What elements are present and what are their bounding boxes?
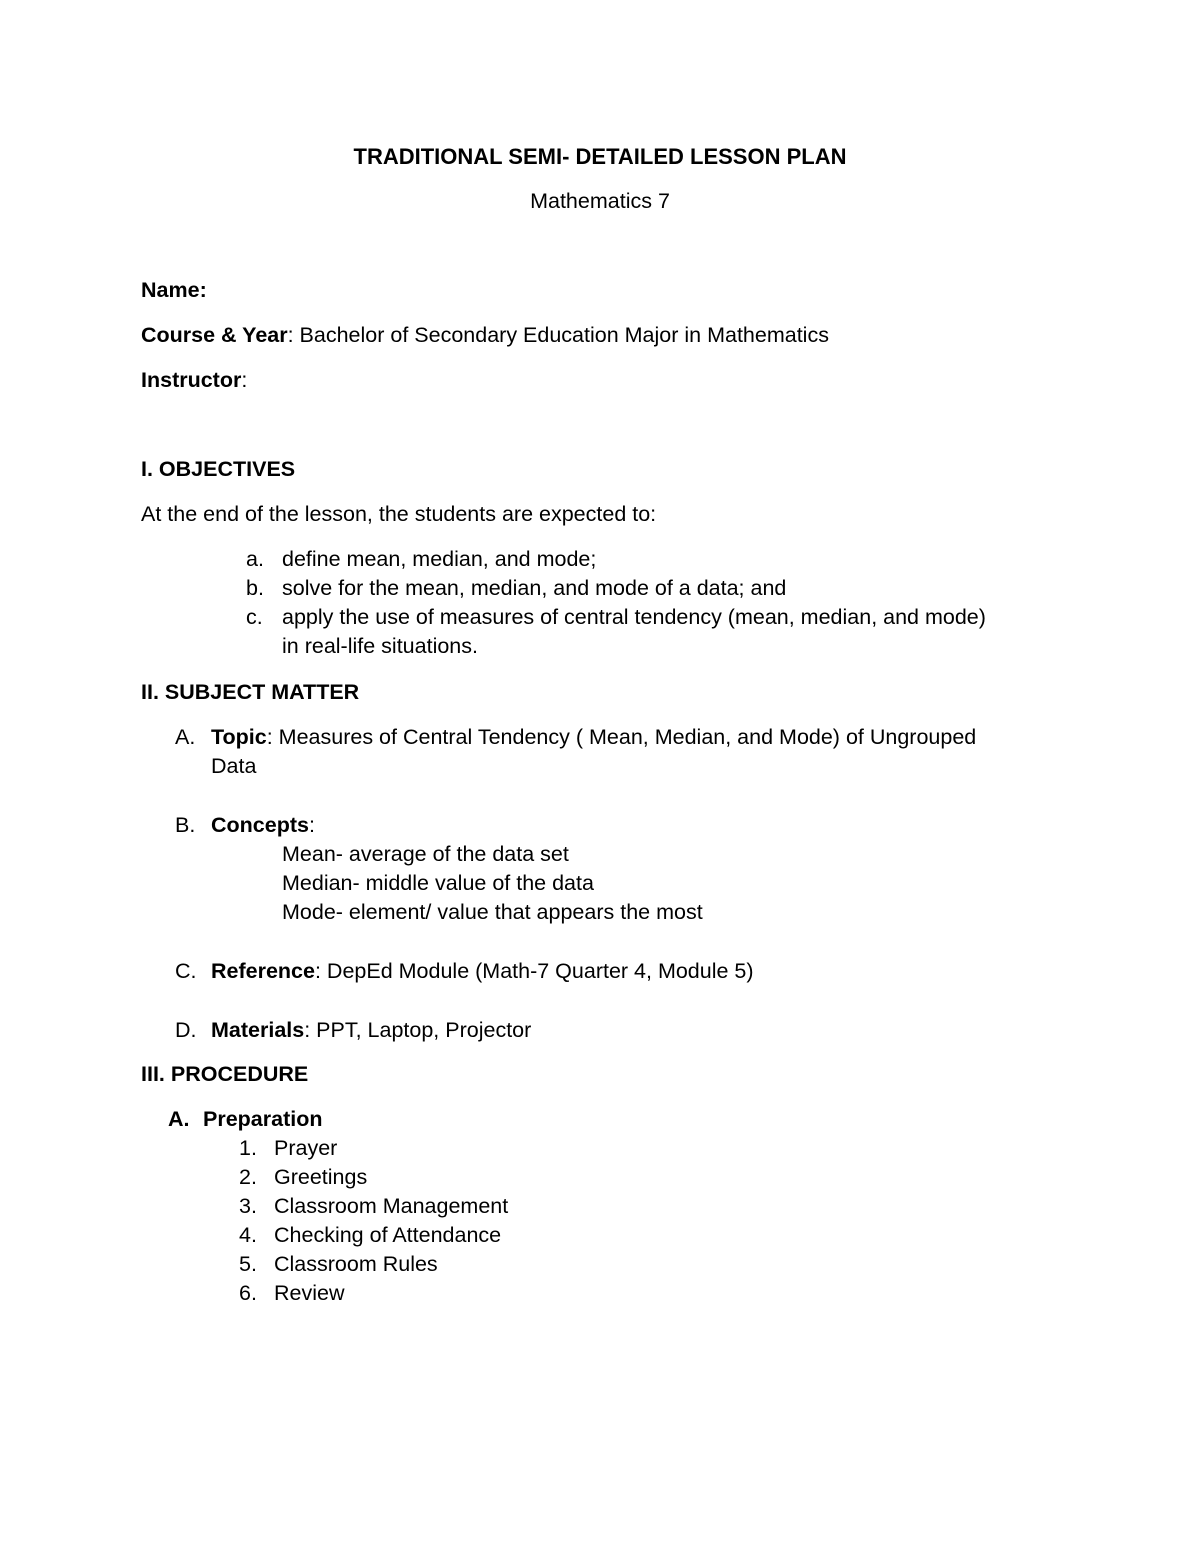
topic-line bbox=[211, 727, 976, 749]
preparation-item-number: 6. bbox=[239, 1281, 257, 1305]
instructor-colon: : bbox=[241, 368, 248, 392]
preparation-item-number: 1. bbox=[239, 1136, 257, 1160]
preparation-item: Classroom Rules bbox=[274, 1252, 438, 1276]
name-colon: : bbox=[199, 278, 207, 302]
preparation-item-number: 4. bbox=[239, 1223, 257, 1247]
preparation-item-number: 3. bbox=[239, 1194, 257, 1218]
objective-item-continued: in real-life situations. bbox=[282, 634, 478, 658]
instructor-line bbox=[141, 370, 247, 392]
subject-matter-heading: II. SUBJECT MATTER bbox=[141, 680, 360, 704]
course-label: Course & Year bbox=[141, 323, 288, 347]
preparation-marker: A. bbox=[168, 1107, 190, 1131]
concepts-marker: B. bbox=[175, 813, 196, 837]
concepts-line bbox=[211, 815, 315, 837]
objective-item: solve for the mean, median, and mode of a data; and bbox=[282, 576, 787, 600]
objective-item: define mean, median, and mode; bbox=[282, 547, 597, 571]
preparation-label: Preparation bbox=[203, 1107, 323, 1131]
preparation-item: Greetings bbox=[274, 1165, 368, 1189]
materials-marker: D. bbox=[175, 1018, 197, 1042]
objective-marker: c. bbox=[246, 605, 263, 629]
preparation-item-number: 5. bbox=[239, 1252, 257, 1276]
preparation-item: Classroom Management bbox=[274, 1194, 509, 1218]
preparation-item: Checking of Attendance bbox=[274, 1223, 502, 1247]
concept-item-mean: Mean- average of the data set bbox=[282, 842, 569, 866]
reference-value: : DepEd Module (Math-7 Quarter 4, Module 5) bbox=[314, 959, 754, 983]
topic-marker: A. bbox=[175, 725, 196, 749]
instructor-label: Instructor bbox=[141, 368, 242, 392]
course-line bbox=[141, 325, 829, 347]
concepts-colon: : bbox=[308, 813, 315, 837]
objectives-intro: At the end of the lesson, the students are expected to: bbox=[141, 502, 657, 526]
procedure-heading: III. PROCEDURE bbox=[141, 1062, 309, 1086]
reference-label: Reference bbox=[211, 959, 315, 983]
materials-value: : PPT, Laptop, Projector bbox=[304, 1018, 532, 1042]
name-label: Name bbox=[141, 278, 200, 302]
reference-marker: C. bbox=[175, 959, 197, 983]
materials-label: Materials bbox=[211, 1018, 305, 1042]
objective-marker: b. bbox=[246, 576, 264, 600]
preparation-item-number: 2. bbox=[239, 1165, 257, 1189]
topic-label: Topic bbox=[211, 725, 267, 749]
preparation-item: Review bbox=[274, 1281, 345, 1305]
document-subtitle: Mathematics 7 bbox=[530, 189, 670, 213]
objective-marker: a. bbox=[246, 547, 264, 571]
name-line bbox=[141, 280, 207, 302]
objective-item: apply the use of measures of central tendency (mean, median, and mode) bbox=[282, 605, 986, 629]
document-title: TRADITIONAL SEMI- DETAILED LESSON PLAN bbox=[353, 144, 847, 169]
topic-value: : Measures of Central Tendency ( Mean, Median, and Mode) of Ungrouped bbox=[266, 725, 977, 749]
reference-line bbox=[211, 961, 754, 983]
preparation-item: Prayer bbox=[274, 1136, 338, 1160]
course-value: : Bachelor of Secondary Education Major in Mathematics bbox=[287, 323, 829, 347]
concepts-label: Concepts bbox=[211, 813, 309, 837]
materials-line bbox=[211, 1020, 531, 1042]
topic-value-continued: Data bbox=[211, 754, 257, 778]
objectives-heading: I. OBJECTIVES bbox=[141, 457, 296, 481]
concept-item-mode: Mode- element/ value that appears the most bbox=[282, 900, 703, 924]
concept-item-median: Median- middle value of the data bbox=[282, 871, 594, 895]
